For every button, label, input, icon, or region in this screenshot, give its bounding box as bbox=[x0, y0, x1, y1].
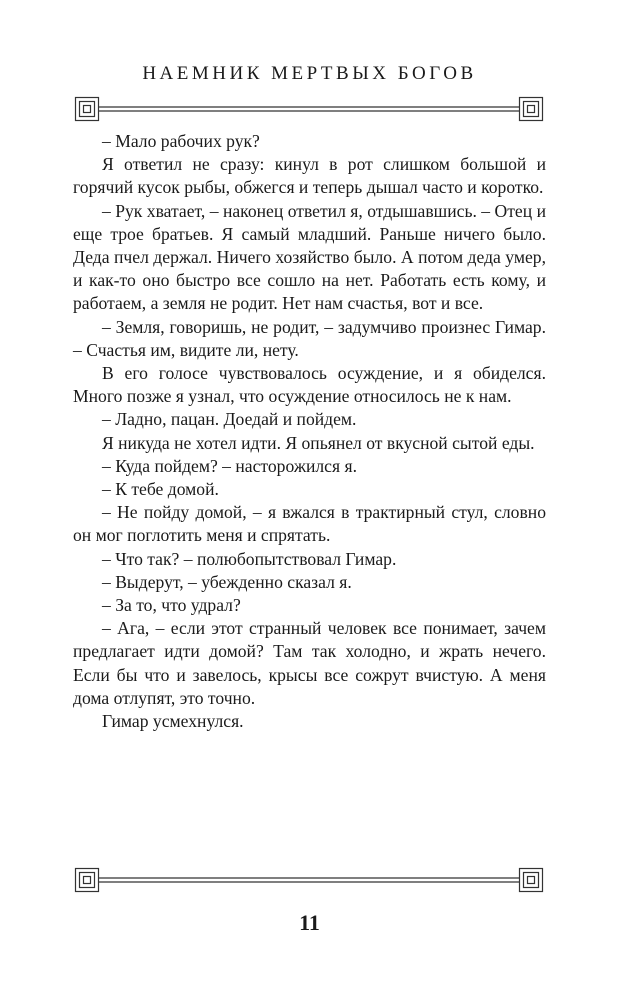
paragraph: – Не пойду домой, – я вжался в трактирный стул, словно он мог поглотить меня и спрятать. bbox=[73, 502, 546, 546]
body-text bbox=[73, 130, 546, 733]
paragraph: – Ага, – если этот странный человек все понимает, зачем предлагает идти домой? Там так холодно, и жрать нечего. Если бы что и завелось, крысы все сожрут вчистую. А меня дома отлупят, это точно. bbox=[73, 618, 546, 708]
paragraph: – Куда пойдем? – насторожился я. bbox=[102, 455, 357, 476]
paragraph: – Мало рабочих рук? bbox=[102, 131, 260, 151]
paragraph: – Рук хватает, – наконец ответил я, отдышавшись. – Отец и еще трое братьев. Я самый младший. Раньше ничего было. Деда пчел держал. Ничего хозяйство было. А потом деда умер, и как-то оно быстро все сошло на нет. Работать есть кому, и работаем, а земля не родит. Нет нам счастья, вот и все. bbox=[73, 200, 546, 314]
top-ornament bbox=[74, 96, 544, 122]
paragraph: – За то, что удрал? bbox=[102, 595, 241, 616]
paragraph: – К тебе домой. bbox=[102, 479, 219, 500]
paragraph: – Выдерут, – убежденно сказал я. bbox=[102, 571, 352, 592]
paragraph: В его голосе чувствовалось осуждение, и я обиделся. Много позже я узнал, что осуждение относилось не к нам. bbox=[73, 363, 546, 407]
bottom-ornament bbox=[74, 867, 544, 893]
paragraph: Я ответил не сразу: кинул в рот слишком большой и горячий кусок рыбы, обжегся и теперь дышал часто и коротко. bbox=[73, 154, 546, 198]
paragraph: Гимар усмехнулся. bbox=[102, 711, 244, 732]
paragraph: Я никуда не хотел идти. Я опьянел от вкусной сытой еды. bbox=[102, 432, 535, 453]
page-number: 11 bbox=[299, 910, 320, 935]
paragraph: – Ладно, пацан. Доедай и пойдем. bbox=[102, 409, 357, 430]
running-head: НАЕМНИК МЕРТВЫХ БОГОВ bbox=[142, 63, 477, 84]
paragraph: – Что так? – полюбопытствовал Гимар. bbox=[102, 548, 397, 569]
paragraph: – Земля, говоришь, не родит, – задумчиво произнес Гимар. – Счастья им, видите ли, нету. bbox=[73, 316, 546, 360]
